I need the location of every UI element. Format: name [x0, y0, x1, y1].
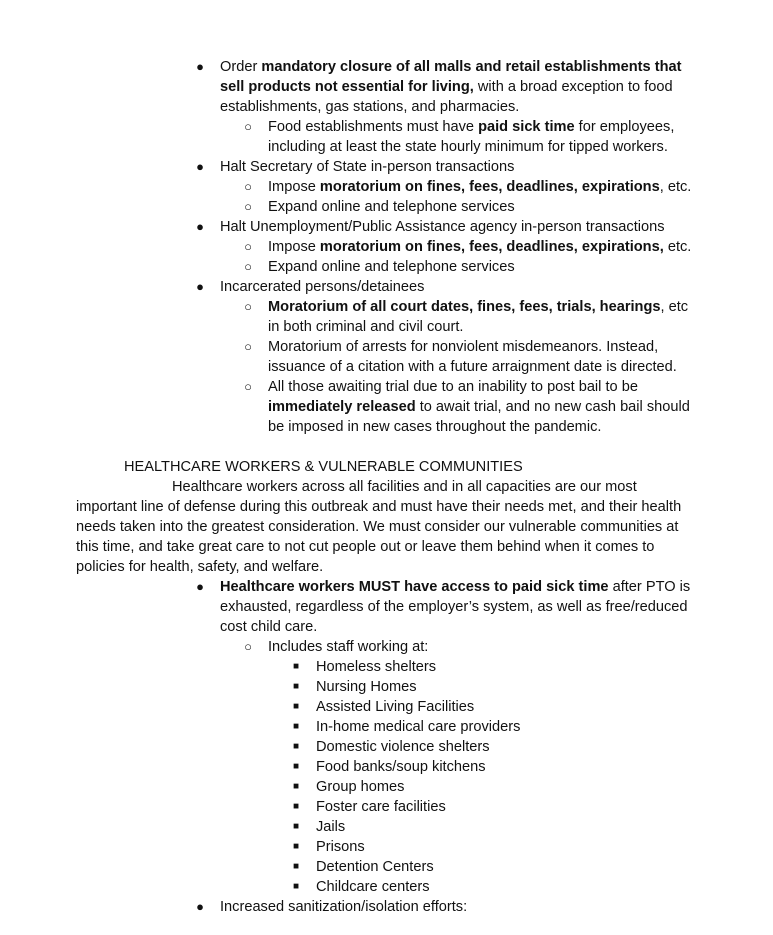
bullet-level2: ○ [244, 259, 252, 274]
paragraph-line: Healthcare workers across all facilities and in all capacities are our most [172, 479, 637, 495]
bullet-level1: ● [196, 219, 204, 234]
list-item-malls-line2: sell products not essential for living, with a broad exception to food [220, 79, 673, 95]
paragraph-line: needs taken into the greatest consideration. We must consider our vulnerable communities at [76, 519, 679, 535]
bullet-level3: ■ [292, 821, 300, 832]
sub-item-food-line1: Food establishments must have paid sick time for employees, [268, 119, 675, 135]
sub-item-sos-online: Expand online and telephone services [268, 199, 515, 215]
bullet-level3: ■ [292, 801, 300, 812]
sub-item-arrests-line1: Moratorium of arrests for nonviolent misdemeanors. Instead, [268, 339, 659, 355]
facility-item: Foster care facilities [316, 799, 446, 815]
bullet-level2: ○ [244, 639, 252, 654]
facility-item: Childcare centers [316, 879, 430, 895]
facility-item: Assisted Living Facilities [316, 699, 475, 715]
bullet-level3: ■ [292, 781, 300, 792]
facility-item: Group homes [316, 779, 405, 795]
list-item-sos: Halt Secretary of State in-person transactions [220, 159, 515, 175]
bullet-level3: ■ [292, 661, 300, 672]
facility-item: In-home medical care providers [316, 719, 521, 735]
facility-item: Prisons [316, 839, 365, 855]
bullet-level2: ○ [244, 119, 252, 134]
sub-item-unemployment-moratorium: Impose moratorium on fines, fees, deadlines, expirations, etc. [268, 239, 692, 255]
paragraph-line: important line of defense during this outbreak and must have their needs met, and their health [76, 499, 682, 515]
bullet-level1: ● [196, 279, 204, 294]
sub-item-includes: Includes staff working at: [268, 639, 429, 655]
sub-item-unemployment-online: Expand online and telephone services [268, 259, 515, 275]
list-item-sanitization: Increased sanitization/isolation efforts: [220, 899, 468, 915]
bullet-level3: ■ [292, 841, 300, 852]
facility-item: Detention Centers [316, 859, 434, 875]
bullet-level2: ○ [244, 379, 252, 394]
bullet-level2: ○ [244, 339, 252, 354]
bullet-level1: ● [196, 59, 204, 74]
bullet-level2: ○ [244, 199, 252, 214]
facility-item: Domestic violence shelters [316, 739, 490, 755]
bullet-level2: ○ [244, 299, 252, 314]
bullet-level3: ■ [292, 881, 300, 892]
sub-item-bail-line3: be imposed in new cases throughout the pandemic. [268, 419, 602, 435]
bullet-level3: ■ [292, 701, 300, 712]
list-item-unemployment: Halt Unemployment/Public Assistance agency in-person transactions [220, 219, 665, 235]
bullet-level2: ○ [244, 179, 252, 194]
sub-item-bail-line1: All those awaiting trial due to an inability to post bail to be [268, 379, 638, 395]
bullet-level1: ● [196, 159, 204, 174]
paragraph-line: this time, and take great care to not cut people out or leave them behind when it comes to [76, 539, 655, 555]
list-item-malls-line1: Order mandatory closure of all malls and retail establishments that [220, 59, 682, 75]
bullet-level1: ● [196, 579, 204, 594]
sub-item-court-line2: in both criminal and civil court. [268, 319, 464, 335]
list-item-incarcerated: Incarcerated persons/detainees [220, 279, 425, 295]
sub-item-food-line2: including at least the state hourly minimum for tipped workers. [268, 139, 668, 155]
list-item-sick-time-line3: cost child care. [220, 619, 318, 635]
section-heading: HEALTHCARE WORKERS & VULNERABLE COMMUNITIES [124, 459, 523, 475]
facility-item: Food banks/soup kitchens [316, 759, 486, 775]
paragraph-line: policies for health, safety, and welfare. [76, 559, 324, 575]
facility-item: Nursing Homes [316, 679, 417, 695]
sub-item-sos-moratorium: Impose moratorium on fines, fees, deadlines, expirations, etc. [268, 179, 692, 195]
bullet-level3: ■ [292, 721, 300, 732]
bullet-level3: ■ [292, 861, 300, 872]
bullet-level2: ○ [244, 239, 252, 254]
bullet-level3: ■ [292, 741, 300, 752]
list-item-sick-time-line2: exhausted, regardless of the employer’s system, as well as free/reduced [220, 599, 688, 615]
sub-item-bail-line2: immediately released to await trial, and no new cash bail should [268, 399, 690, 415]
list-item-malls-line3: establishments, gas stations, and pharmacies. [220, 99, 520, 115]
bullet-level3: ■ [292, 761, 300, 772]
bullet-level3: ■ [292, 681, 300, 692]
facility-item: Homeless shelters [316, 659, 437, 675]
sub-item-arrests-line2: issuance of a citation with a future arraignment date is directed. [268, 359, 677, 375]
list-item-sick-time-line1: Healthcare workers MUST have access to paid sick time after PTO is [220, 579, 691, 595]
facility-item: Jails [316, 819, 346, 835]
bullet-level1: ● [196, 899, 204, 914]
sub-item-court-line1: Moratorium of all court dates, fines, fees, trials, hearings, etc [268, 299, 689, 315]
